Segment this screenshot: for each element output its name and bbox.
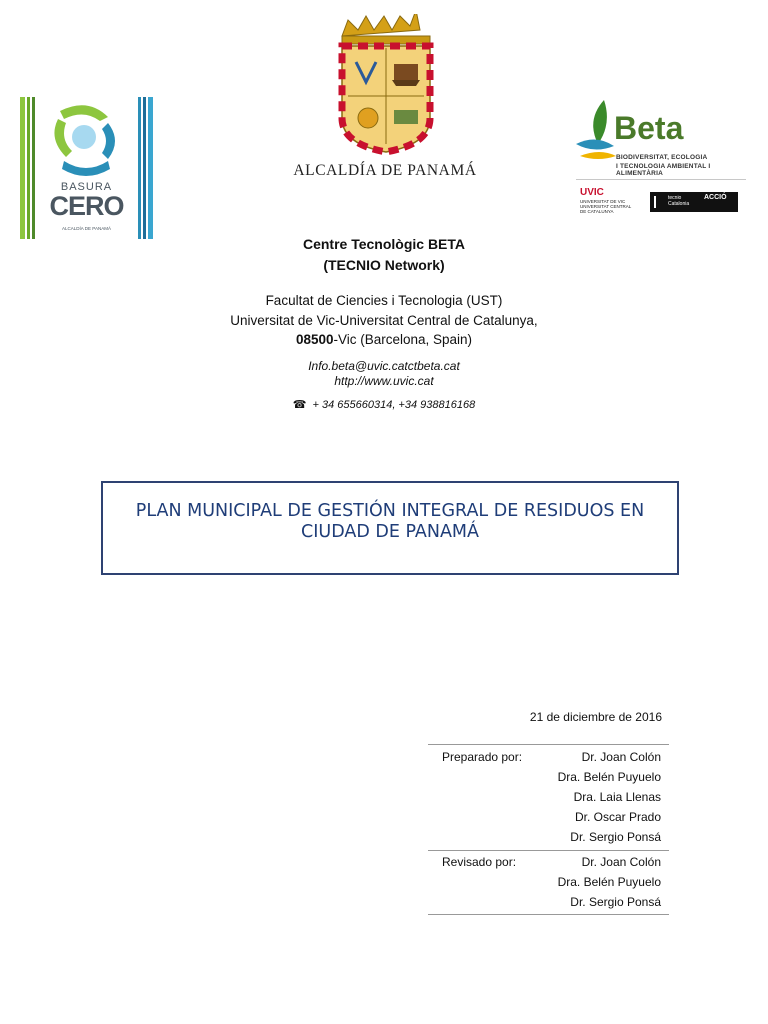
reviewed-label: Revisado por: [442,855,517,869]
cero-text: CERO [49,191,124,221]
beta-subtitle-2: I TECNOLOGIA AMBIENTAL I ALIMENTÀRIA [616,163,711,177]
faculty-line: Facultat de Ciencies i Tecnologia (UST) [265,293,503,308]
city: -Vic (Barcelona, Spain) [333,332,473,347]
beta-subtitle-1: BIODIVERSITAT, ECOLOGIA [616,154,708,161]
prepared-name: Dr. Sergio Ponsá [570,830,661,844]
beta-name: Beta [614,110,684,146]
alcaldia-panama-logo [280,14,490,179]
prepared-name: Dra. Belén Puyuelo [557,770,661,784]
tecnio-accio-badge [650,192,738,212]
phone-numbers: + 34 655660314, +34 938816168 [312,399,476,411]
document-date: 21 de diciembre de 2016 [529,710,662,724]
prepared-name: Dra. Laia Llenas [573,790,661,804]
org-name: Centre Tecnològic BETA [302,236,466,252]
beta-divider [576,179,746,180]
prepared-name: Dr. Joan Colón [581,750,661,764]
address-line [0,332,768,347]
tecnio-text: tecnio [668,195,682,201]
prepared-name: Dr. Oscar Prado [574,810,661,824]
title-line-1: PLAN MUNICIPAL DE GESTIÓN INTEGRAL DE RESIDUOS EN [135,501,645,521]
email-link[interactable]: Info.beta@uvic.catctbeta.cat [308,359,460,373]
document-title [103,501,677,543]
title-line-2: CIUDAD DE PANAMÁ [301,522,479,542]
basura-cero-logo [20,97,153,239]
telephone-icon: ☎ [292,399,307,411]
uvic-sub-1: UNIVERSITAT DE VIC [580,199,626,204]
tecnio-catalonia-text: Catalonia [668,201,690,207]
beta-logo [572,98,752,218]
website-link[interactable]: http://www.uvic.cat [334,374,434,388]
reviewed-name: Dr. Joan Colón [581,855,661,869]
reviewed-name: Dra. Belén Puyuelo [557,875,661,889]
uvic-name: UVIC [580,187,604,198]
basura-text: BASURA [60,181,113,193]
title-box [101,481,679,575]
university-line: Universitat de Vic-Universitat Central de Catalunya, [230,313,538,328]
uvic-sub-2: UNIVERSITAT CENTRAL [580,204,632,209]
prepared-label: Preparado por: [442,750,523,764]
accio-text: ACCIÓ [704,194,727,201]
org-network: (TECNIO Network) [323,257,445,273]
basura-caption: ALCALDÍA DE PANAMÁ [62,226,111,231]
reviewed-name: Dr. Sergio Ponsá [570,895,661,909]
postcode: 08500 [295,332,334,347]
table-bottom-rule [428,914,669,915]
table-top-rule [428,744,669,745]
alcaldia-caption: ALCALDÍA DE PANAMÁ [293,162,477,179]
phone-line [0,398,768,411]
table-middle-rule [428,850,669,851]
uvic-sub-3: DE CATALUNYA [580,209,614,214]
